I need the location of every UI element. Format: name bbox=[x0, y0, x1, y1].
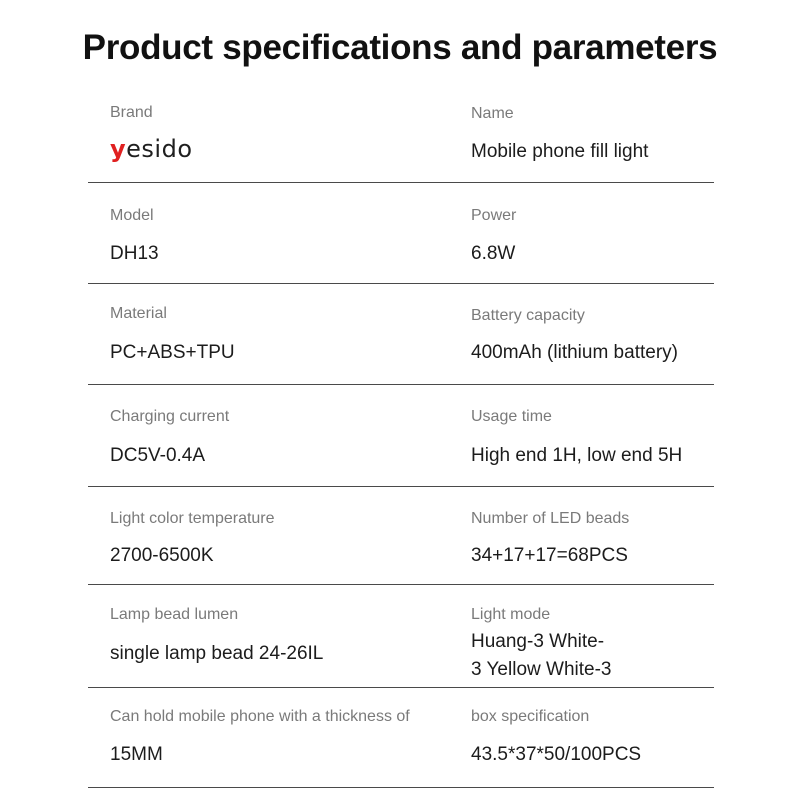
spec-value: 34+17+17=68PCS bbox=[471, 545, 628, 566]
spec-row-lumen bbox=[88, 585, 714, 688]
spec-row-charging bbox=[88, 385, 714, 487]
logo-wordmark: esido bbox=[126, 135, 193, 163]
spec-value: single lamp bead 24-26IL bbox=[110, 643, 324, 664]
spec-row-brand bbox=[88, 80, 714, 183]
spec-label: Lamp bead lumen bbox=[110, 606, 239, 623]
spec-value: DH13 bbox=[110, 243, 159, 264]
spec-row-material bbox=[88, 284, 714, 385]
spec-value: High end 1H, low end 5H bbox=[471, 445, 683, 466]
spec-label: Power bbox=[471, 207, 517, 224]
spec-table bbox=[88, 80, 714, 788]
spec-value: 400mAh (lithium battery) bbox=[471, 342, 678, 363]
spec-value: 6.8W bbox=[471, 243, 516, 264]
spec-value: Mobile phone fill light bbox=[471, 141, 649, 162]
spec-label: Light mode bbox=[471, 606, 551, 623]
spec-value: PC+ABS+TPU bbox=[110, 342, 235, 363]
spec-label: Material bbox=[110, 305, 167, 322]
spec-row-model bbox=[88, 183, 714, 284]
spec-value: DC5V-0.4A bbox=[110, 445, 206, 466]
spec-label: Battery capacity bbox=[471, 307, 585, 324]
logo-mark: y bbox=[110, 135, 127, 163]
spec-row-thickness bbox=[88, 688, 714, 788]
spec-label: Light color temperature bbox=[110, 510, 275, 527]
yesido-logo bbox=[110, 135, 193, 163]
page-title: Product specifications and parameters bbox=[82, 28, 718, 67]
spec-value-line: 3 Yellow White-3 bbox=[471, 659, 612, 680]
spec-label: Name bbox=[471, 105, 514, 122]
spec-value: 2700-6500K bbox=[110, 545, 214, 566]
spec-value bbox=[471, 628, 611, 684]
spec-value-line: Huang-3 White- bbox=[471, 631, 605, 652]
spec-label: box specification bbox=[471, 708, 590, 725]
spec-label: Brand bbox=[110, 104, 153, 121]
spec-label: Number of LED beads bbox=[471, 510, 630, 527]
spec-value: 43.5*37*50/100PCS bbox=[471, 744, 642, 765]
spec-value: 15MM bbox=[110, 744, 163, 765]
spec-label: Usage time bbox=[471, 408, 552, 425]
spec-row-color-temp bbox=[88, 487, 714, 585]
spec-label: Charging current bbox=[110, 408, 230, 425]
spec-label: Model bbox=[110, 207, 154, 224]
spec-label: Can hold mobile phone with a thickness of bbox=[110, 708, 410, 725]
